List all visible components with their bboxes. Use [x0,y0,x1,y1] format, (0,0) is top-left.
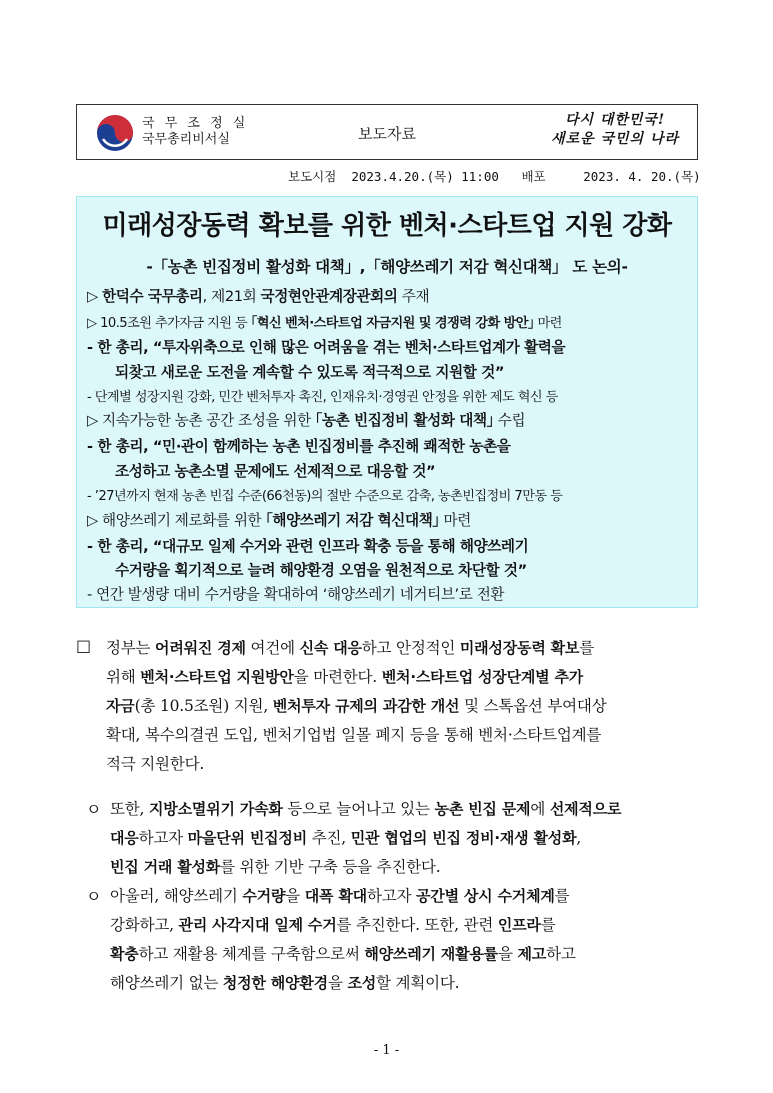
summary-text: 마련 [439,512,471,529]
emphasized-text: 수거량 [242,887,286,905]
emphasized-text: 선제적으로 [549,800,622,818]
summary-text: ｢혁신 벤처·스타트업 자금지원 및 경쟁력 강화 방안｣ [250,316,534,331]
summary-text: 주재 [397,288,430,305]
summary-text: ▷ 10.5조원 추가자금 지원 등 [87,316,251,331]
bullet-arrow: ▷ [87,288,103,305]
emphasized-text: 확충 [110,945,139,963]
summary-text: 국정현안관계장관회의 [260,288,398,305]
paragraph-line [110,971,459,993]
square-bullet: □ [76,636,92,655]
body-text: 등으로 늘어나고 있는 [282,800,435,818]
emphasized-text: 해양쓰레기 재활용률 [364,945,498,963]
summary-line [87,409,525,430]
body-text: 추진, [306,829,351,847]
emphasized-text: 청정한 해양환경 [222,974,328,992]
body-text: 하고자 [366,887,416,905]
emphasized-text: 민관 협업의 빈집 정비·재생 활성화 [350,829,577,847]
body-text: 강화하고, [110,916,179,934]
paragraph-line [110,797,621,819]
press-header [76,104,698,160]
emphasized-text: 벤처투자 규제의 과감한 개선 [272,697,460,715]
emphasized-text: 미래성장동력 확보 [459,639,580,657]
emphasized-text: 지방소멸위기 가속화 [149,800,283,818]
body-text: 을 [497,945,518,963]
emphasized-text: 벤처·스타트업 성장단계별 추가 [381,668,584,686]
body-text: 을 [285,887,305,905]
paragraph-line: 확대, 복수의결권 도입, 벤처기업법 일몰 폐지 등을 통해 벤처·스타트업계를 [106,726,602,744]
body-text: 및 스톡옵션 부여대상 [459,697,607,715]
paragraph-line [106,665,583,687]
emphasized-text: 대응 [110,829,139,847]
body-text: 또한, [110,800,150,818]
summary-quote-cont: 조성하고 농촌소멸 문제에도 선제적으로 대응할 것” [115,463,436,480]
emphasized-text: 제고 [517,945,547,963]
emphasized-text: 인프라 [497,916,541,934]
slogan [551,111,679,149]
emphasized-text: 빈집 거래 활성화 [110,858,221,876]
summary-text: 마련 [533,316,562,331]
summary-quote-cont: 되찾고 새로운 도전을 계속할 수 있도록 적극적으로 지원할 것” [115,364,505,381]
emphasized-text: 자금 [106,697,135,715]
paragraph-line [106,636,594,658]
body-text: 을 마련한다. [293,668,382,686]
summary-line [87,509,471,530]
body-text: 위해 [106,668,141,686]
emphasized-text: 공간별 상시 수거체계 [416,887,555,905]
summary-detail: - ’27년까지 현재 농촌 빈집 수준(66천동)의 절반 수준으로 감축, 농촌빈집정비 7만동 등 [87,489,563,504]
body-text: 정부는 [106,639,156,657]
summary-text: ｢해양쓰레기 저감 혁신대책｣ [265,512,440,529]
paragraph-line [110,913,556,935]
summary-text: 한덕수 국무총리 [102,288,203,305]
summary-quote: - 한 총리, “투자위축으로 인해 많은 어려움을 겪는 벤처·스타트업계가 활력을 [87,339,566,356]
summary-text: ｢농촌 빈집정비 활성화 대책｣ [315,412,494,429]
summary-box [76,196,698,608]
paragraph-line [110,884,569,906]
emphasized-text: 대폭 확대 [304,887,367,905]
body-text: 하고 재활용 체계를 구축함으로써 [138,945,365,963]
summary-quote: - 한 총리, “대규모 일제 수거와 관련 인프라 확충 등을 통해 해양쓰레기 [87,538,529,555]
paragraph-line: 적극 지원한다. [106,755,205,773]
org-name-line1: 국 무 조 정 실 [142,116,249,131]
body-text: 를 [540,916,556,934]
summary-text: , 제21회 [202,288,261,305]
paragraph-line [110,942,576,964]
emphasized-text: 농촌 빈집 문제 [434,800,531,818]
slogan-line2: 새로운 국민의 나라 [551,131,679,147]
body-text: 하고 안정적인 [361,639,460,657]
summary-line [87,285,429,306]
emphasized-text: 벤처·스타트업 지원방안 [140,668,294,686]
body-text: 를 위한 기반 구축 등을 추진한다. [220,858,441,876]
emphasized-text: 마을단위 빈집정비 [187,829,307,847]
body-text: 하고 [546,945,576,963]
body-text: 할 계획이다. [376,974,460,992]
summary-detail: - 단계별 성장지원 강화, 민간 벤처투자 촉진, 인재유치·경영권 안정을 위한 제도 혁신 등 [87,390,558,405]
summary-text: ▷ 해양쓰레기 제로화를 위한 [87,512,266,529]
summary-text: ▷ 지속가능한 농촌 공간 조성을 위한 [87,412,316,429]
document-type: 보도자료 [358,125,416,143]
body-text: 를 추진한다. 또한, 관련 [336,916,498,934]
circle-bullet: ㅇ [86,887,102,906]
circle-bullet: ㅇ [86,800,102,819]
paragraph-line [110,826,581,848]
body-text: 를 [579,639,594,657]
body-text: 여건에 [245,639,300,657]
summary-detail: - 연간 발생량 대비 수거량을 확대하여 ‘해양쓰레기 네거티브’로 전환 [87,586,505,603]
body-text: 를 [554,887,570,905]
emphasized-text: 어려워진 경제 [155,639,246,657]
body-text: (총 10.5조원) 지원, [134,697,273,715]
body-text: 하고자 [138,829,188,847]
page-number: - 1 - [373,1043,400,1058]
emphasized-text: 조성 [347,974,377,992]
org-name-line2: 국무총리비서실 [142,132,230,147]
slogan-line1: 다시 대한민국! [564,112,666,128]
headline-title: 미래성장동력 확보를 위한 벤처·스타트업 지원 강화 [102,211,672,241]
summary-line [87,312,562,331]
emphasized-text: 관리 사각지대 일제 수거 [178,916,337,934]
release-info: 보도시점 2023.4.20.(목) 11:00 배포 2023. 4. 20.(목) [288,169,701,184]
body-text: 을 [327,974,348,992]
paragraph-line [106,694,606,716]
body-text: 아울러, 해양쓰레기 [110,887,243,905]
body-text: , [576,829,582,847]
summary-quote: - 한 총리, “민·관이 함께하는 농촌 빈집정비를 추진해 쾌적한 농촌을 [87,438,511,455]
body-text: 해양쓰레기 없는 [110,974,223,992]
body-text: 에 [530,800,550,818]
headline-subtitle: -「농촌 빈집정비 활성화 대책」,「해양쓰레기 저감 혁신대책」 도 논의- [146,258,628,276]
summary-text: 수립 [493,412,526,429]
paragraph-line [110,855,441,877]
emphasized-text: 신속 대응 [299,639,362,657]
summary-quote-cont: 수거량을 획기적으로 늘려 해양환경 오염을 원천적으로 차단할 것” [115,562,527,579]
